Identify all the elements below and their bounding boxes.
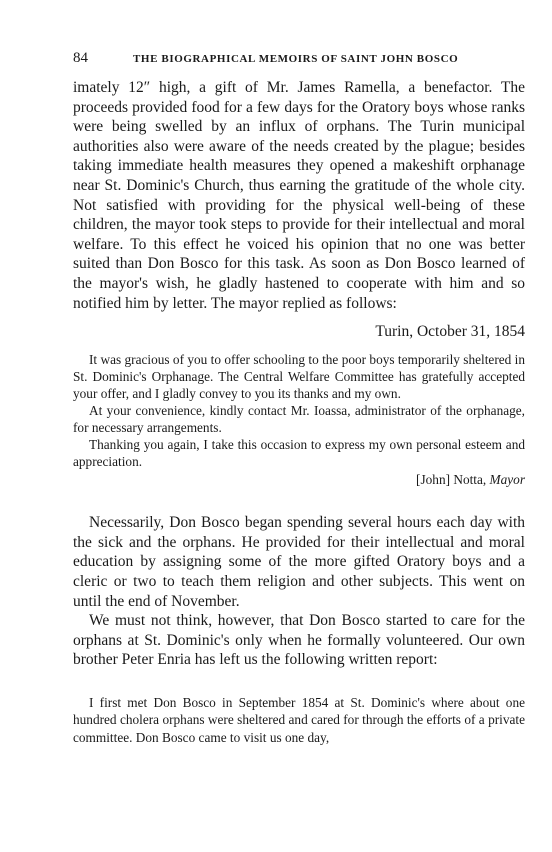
letter-signature xyxy=(73,471,525,489)
body-paragraph: imately 12″ high, a gift of Mr. James Ramella, a benefactor. The proceeds provided food for a few days for the Oratory boys whose ranks were being swelled by an influx of orphans. The Turin municipal authorities also were aware of the needs created by the plague; besides taking immediate health measures they opened a makeshift orphanage near St. Dominic's Church, thus earning the gratitude of the whole city. Not satisfied with providing for the physical well-being of these children, the mayor took steps to provide for their intellectual and moral welfare. To this effect he voiced his opinion that no one was better suited than Don Bosco for this task. As soon as Don Bosco learned of the mayor's wish, he gladly hastened to cooperate with him and so notified him by letter. The mayor replied as follows: xyxy=(73,79,525,312)
body-paragraph: Necessarily, Don Bosco began spending several hours each day with the sick and the orphans. He provided for their intellectual and moral education by assigning some of the more gifted Oratory boys and a cleric or two to teach them religion and other subjects. This went on until the end of November. xyxy=(73,514,525,610)
quote-paragraph: I first met Don Bosco in September 1854 at St. Dominic's where about one hundred cholera orphans were sheltered and cared for through the efforts of a private committee. Don Bosco came to visit us one day, xyxy=(73,694,525,745)
main-text xyxy=(73,78,525,313)
enria-report-quote xyxy=(73,694,525,746)
letter-dateline: Turin, October 31, 1854 xyxy=(375,323,525,341)
signature-name: [John] Notta, xyxy=(416,472,490,488)
letter-paragraph: Thanking you again, I take this occasion to express my own personal esteem and appreciation. xyxy=(73,437,525,470)
mayor-letter xyxy=(73,351,525,470)
signature-title: Mayor xyxy=(489,472,525,488)
running-title: THE BIOGRAPHICAL MEMOIRS OF SAINT JOHN BOSCO xyxy=(133,53,459,65)
running-head xyxy=(73,50,525,72)
letter-paragraph: At your convenience, kindly contact Mr. Ioassa, administrator of the orphanage, for necessary arrangements. xyxy=(73,403,525,436)
page-number: 84 xyxy=(73,50,88,66)
continuation-text xyxy=(73,513,525,670)
letter-paragraph: It was gracious of you to offer schooling to the poor boys temporarily sheltered in St. Dominic's Orphanage. The Central Welfare Committee has gratefully accepted your offer, and I gladly convey to you its thanks and my own. xyxy=(73,352,525,402)
book-page xyxy=(73,50,525,746)
body-paragraph: We must not think, however, that Don Bosco started to care for the orphans at St. Dominic's only when he formally volunteered. Our own brother Peter Enria has left us the following written report: xyxy=(73,612,525,669)
